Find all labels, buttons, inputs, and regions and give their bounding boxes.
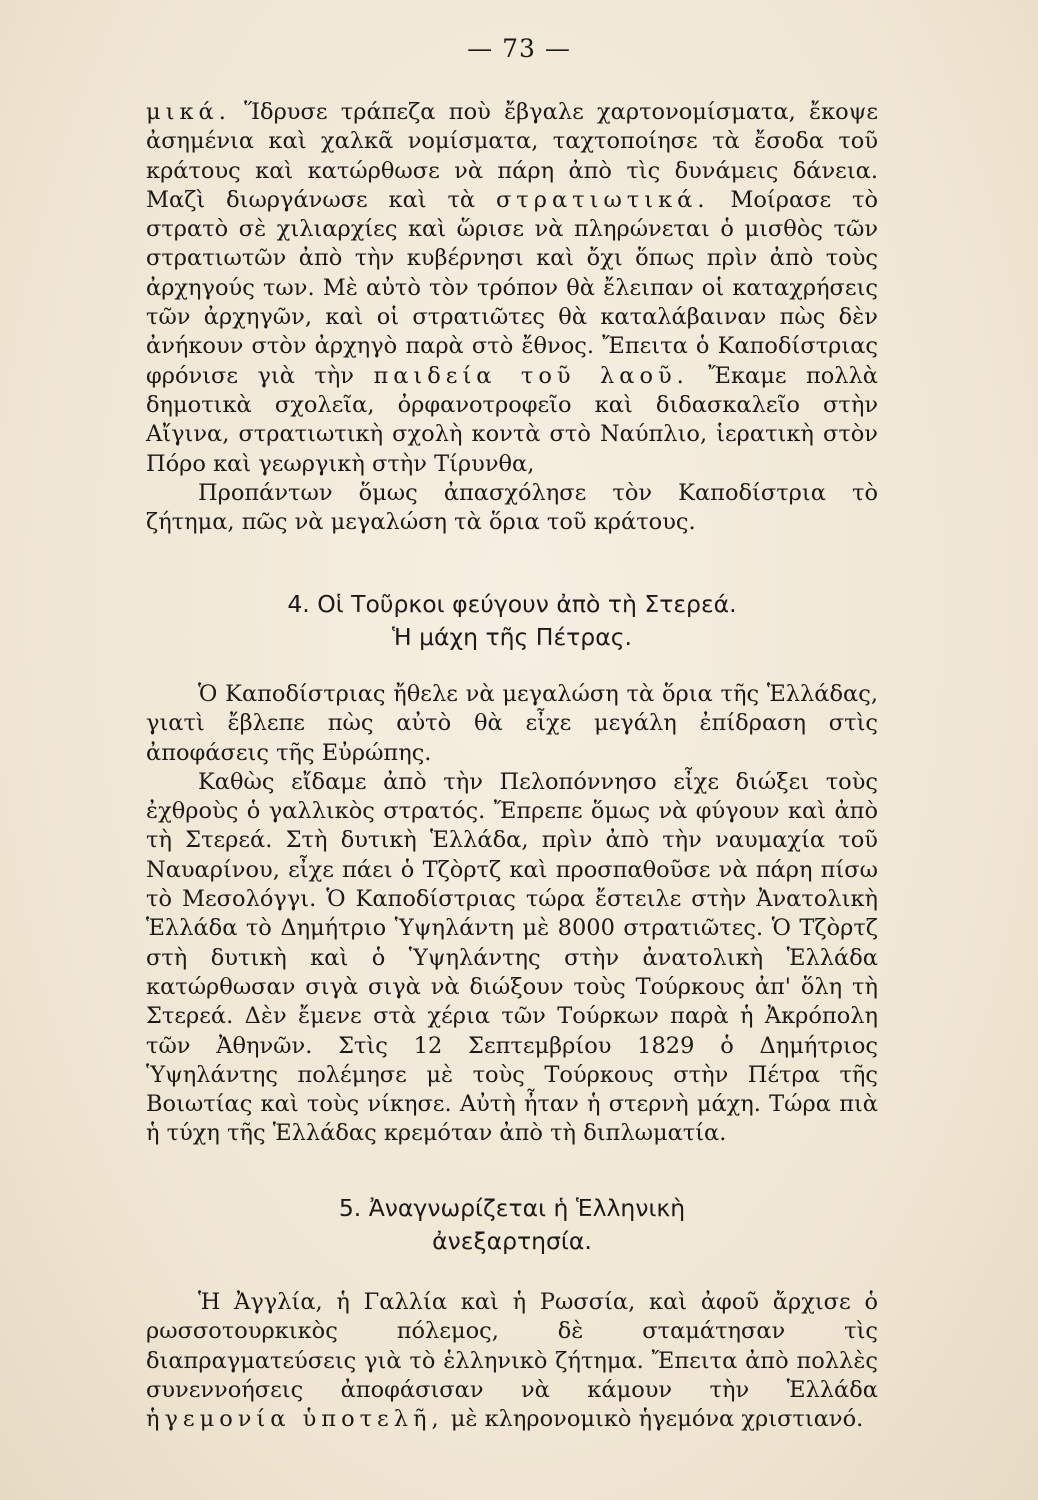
text-run: Ἔκαμε πολλὰ δημοτικὰ σχολεῖα, ὀρφανοτροφεῖο καὶ διδασκαλεῖο στὴν Αἴγινα, στρατιωτικὴ σχολὴ κοντὰ στὸ Ναύπλιο, ἱερατικὴ στὸν Πόρο καὶ γεωργικὴ στὴν Τίρυνθα, xyxy=(146,362,878,477)
paragraph: Καθὼς εἴδαμε ἀπὸ τὴν Πελοπόννησο εἶχε διώξει τοὺς ἐχθροὺς ὁ γαλλικὸς στρατός. Ἔπρεπε ὅμως νὰ φύγουν καὶ ἀπὸ τὴ Στερεά. Στὴ δυτικὴ Ἑλλάδα, πρὶν ἀπὸ τὴν ναυμαχία τοῦ Ναυαρίνου, εἶχε πάει ὁ Τζὸρτζ καὶ προσπαθοῦσε νὰ πάρη πίσω τὸ Μεσολόγγι. Ὁ Καποδίστριας τώρα ἔστειλε στὴν Ἀνατολικὴ Ἑλλάδα τὸ Δημήτριο Ὑψηλάντη μὲ 8000 στρατιῶτες. Ὁ Τζὸρτζ στὴ δυτικὴ καὶ ὁ Ὑψηλάντης στὴν ἀνατολικὴ Ἑλλάδα κατώρθωσαν σιγὰ σιγὰ νὰ διώξουν τοὺς Τούρκους ἀπ' ὅλη τὴ Στερεά. Δὲν ἔμενε στὰ χέρια τῶν Τούρκων παρὰ ἡ Ἀκρόπολη τῶν Ἀθηνῶν. Στὶς 12 Σεπτεμβρίου 1829 ὁ Δημήτριος Ὑψηλάντης πολέμησε μὲ τοὺς Τούρκους στὴν Πέτρα τῆς Βοιωτίας καὶ τοὺς νίκησε. Αὐτὴ ἦταν ἡ στερνὴ μάχη. Τώρα πιὰ ἡ τύχη τῆς Ἑλλάδας κρεμόταν ἀπὸ τὴ διπλωματία. xyxy=(146,768,878,1147)
heading-line: ἀνεξαρτησία. xyxy=(432,1227,592,1255)
paragraph: Προπάντων ὅμως ἀπασχόλησε τὸν Καποδίστρια τὸ ζήτημα, πῶς νὰ μεγαλώση τὰ ὅρια τοῦ κράτους. xyxy=(146,479,878,536)
section-1-text xyxy=(146,98,878,537)
heading-line: Ἡ μάχη τῆς Πέτρας. xyxy=(392,623,632,651)
paragraph: Ὁ Καποδίστριας ἤθελε νὰ μεγαλώση τὰ ὅρια τῆς Ἑλλάδας, γιατὶ ἔβλεπε πὼς αὐτὸ θὰ εἶχε μεγάλη ἐπίδραση στὶς ἀποφάσεις τῆς Εὐρώπης. xyxy=(146,681,878,766)
spaced-word: ἡγεμονία ὑποτελῆ, xyxy=(146,1406,444,1433)
paragraph xyxy=(146,98,878,479)
section-2-text xyxy=(146,680,878,1149)
paragraph xyxy=(146,1288,878,1434)
section-3-text xyxy=(146,1288,878,1434)
heading-line: 4. Οἱ Τοῦρκοι φεύγουν ἀπὸ τὴ Στερεά. xyxy=(287,590,737,618)
section-heading-5 xyxy=(146,1192,878,1258)
text-run: Μοίρασε τὸ στρατὸ σὲ χιλιαρχίες καὶ ὥρισε νὰ πληρώνεται ὁ μισθὸς τῶν στρατιωτῶν ἀπὸ τὴν κυβέρνησι καὶ ὄχι ὅπως πρὶν ἀπὸ τοὺς ἀρχηγούς των. Μὲ αὐτὸ τὸν τρόπον θὰ ἔλειπαν οἱ καταχρήσεις τῶν ἀρχηγῶν, καὶ οἱ στρατιῶτες θὰ καταλάβαιναν πὼς δὲν ἀνήκουν στὸν ἀρχηγὸ παρὰ στὸ ἔθνος. Ἔπειτα ὁ Καποδίστριας φρόνισε γιὰ τὴν xyxy=(146,186,878,389)
text-run: Ἵδρυσε τράπεζα ποὺ ἔβγαλε χαρτονομίσματα, ἔκοψε ἀσημένια καὶ χαλκᾶ νομίσματα, ταχτοποίησε τὰ ἔσοδα τοῦ κράτους καὶ κατώρθωσε νὰ πάρη ἀπὸ τὶς δυνάμεις δάνεια. Μαζὶ διωργάνωσε καὶ τὰ xyxy=(146,99,878,213)
spaced-word: παιδεία τοῦ λαοῦ. xyxy=(373,362,689,389)
heading-line: 5. Ἀναγνωρίζεται ἡ Ἑλληνικὴ xyxy=(338,1194,686,1222)
page-number: — 73 — xyxy=(467,34,571,63)
text-run: Ἡ Ἀγγλία, ἡ Γαλλία καὶ ἡ Ρωσσία, καὶ ἀφοῦ ἄρχισε ὁ ρωσσοτουρκικὸς πόλεμος, δὲ σταμάτησαν τὶς διαπραγματεύσεις γιὰ τὸ ἑλληνικὸ ζήτημα. Ἔπειτα ἀπὸ πολλὲς συνεννοήσεις ἀποφάσισαν νὰ κάμουν τὴν Ἑλλάδα xyxy=(146,1289,878,1403)
spaced-word: στρατιωτικά. xyxy=(495,186,710,213)
spaced-word: μικά. xyxy=(146,99,231,125)
section-heading-4 xyxy=(146,588,878,654)
text-run: μὲ κληρονομικὸ ἡγεμόνα χριστιανό. xyxy=(443,1406,864,1433)
